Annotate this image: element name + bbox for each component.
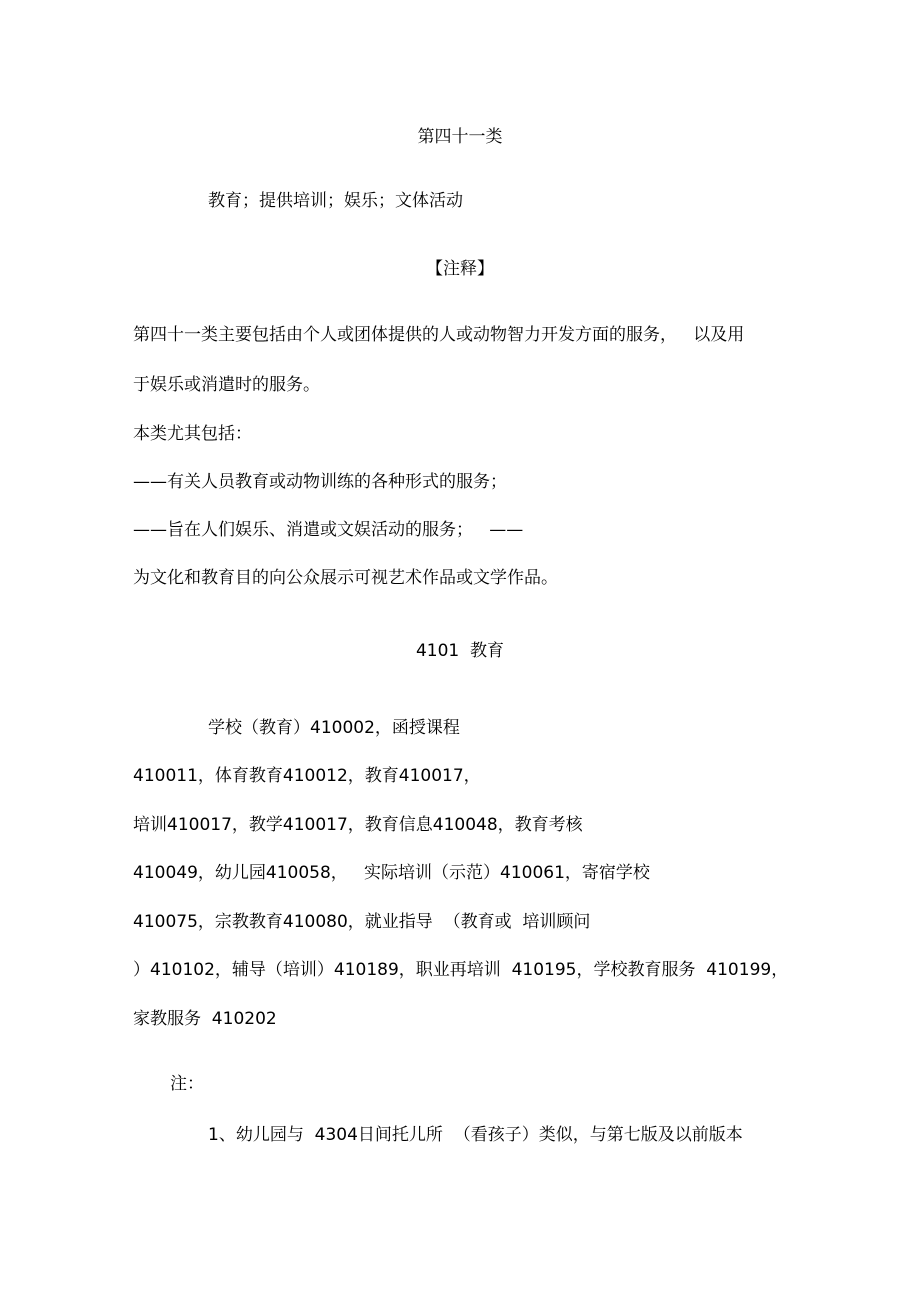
class-heading: 教育；提供培训；娱乐；文体活动	[208, 191, 463, 211]
items-line-6: ）410102，辅导（培训）410189，职业再培训 410195，学校教育服务 410199，	[133, 960, 789, 980]
group-heading: 4101 教育	[415, 641, 505, 661]
items-line-1: 学校（教育）410002，函授课程	[208, 718, 460, 738]
intro-line-2: 于娱乐或消遣时的服务。	[133, 375, 320, 395]
include-item-1: ——有关人员教育或动物训练的各种形式的服务；	[133, 472, 507, 492]
items-line-2: 410011，体育教育410012，教育410017，	[133, 766, 481, 786]
notes-heading: 【注释】	[426, 259, 494, 279]
intro-line-1: 第四十一类主要包括由个人或团体提供的人或动物智力开发方面的服务， 以及用	[133, 325, 745, 345]
include-item-2: ——旨在人们娱乐、消遣或文娱活动的服务； ——	[133, 520, 524, 540]
items-line-4: 410049，幼儿园410058， 实际培训（示范）410061，寄宿学校	[133, 863, 650, 883]
note-item-1: 1、幼儿园与 4304日间托儿所 （看孩子）类似，与第七版及以前版本	[208, 1125, 743, 1145]
include-item-3: 为文化和教育目的向公众展示可视艺术作品或文学作品。	[133, 568, 558, 588]
class-title: 第四十一类	[417, 127, 503, 147]
includes-label: 本类尤其包括：	[133, 424, 252, 444]
items-line-7: 家教服务 410202	[133, 1009, 277, 1029]
note-label: 注：	[170, 1074, 204, 1094]
items-line-3: 培训410017，教学410017，教育信息410048，教育考核	[133, 815, 583, 835]
items-line-5: 410075，宗教教育410080，就业指导 （教育或 培训顾问	[133, 912, 591, 932]
